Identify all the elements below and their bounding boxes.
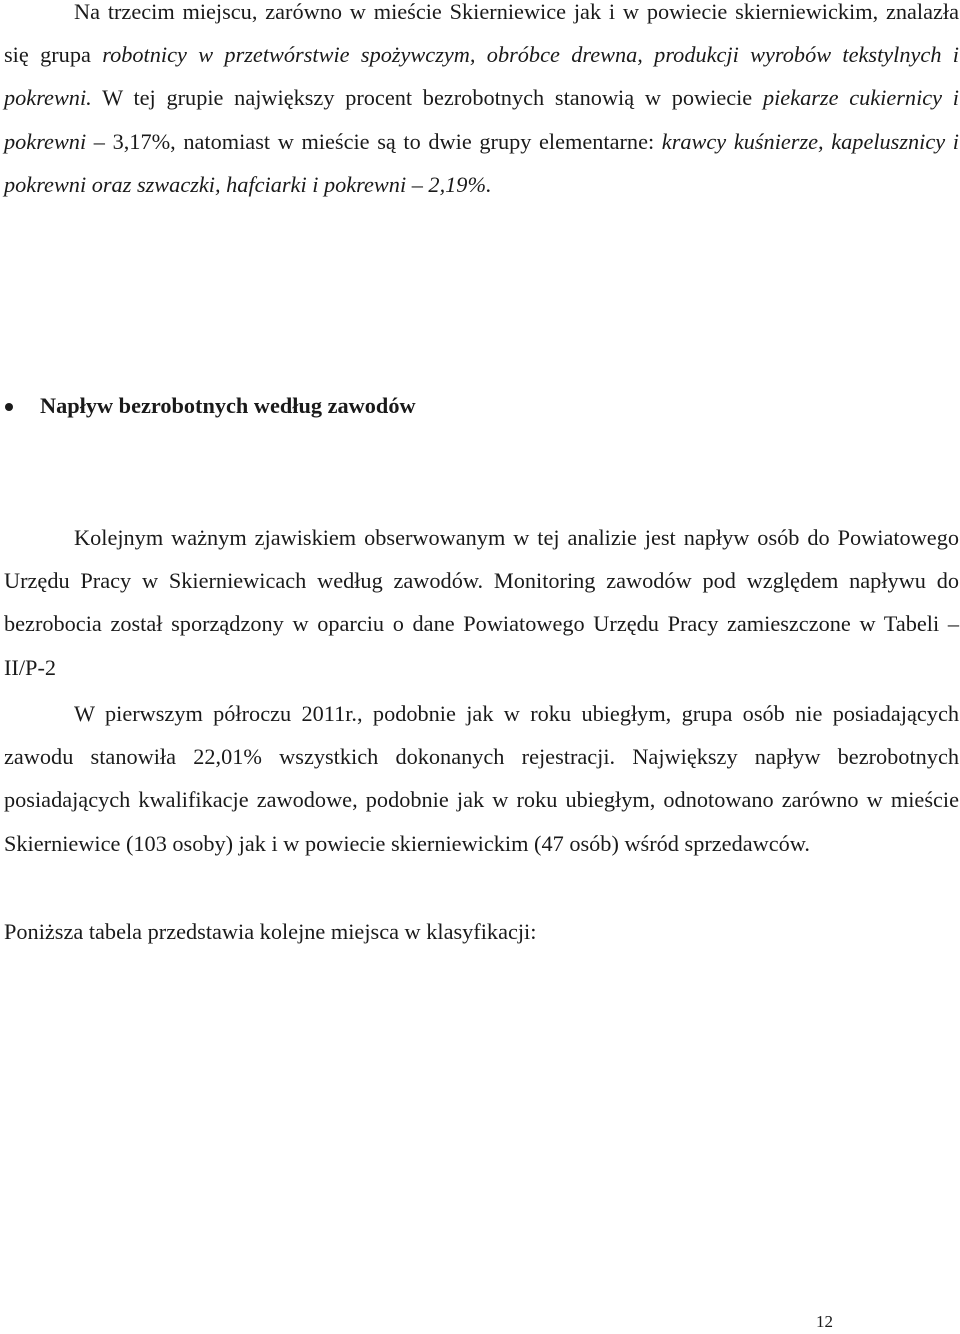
paragraph-inflow-intro: Kolejnym ważnym zjawiskiem obserwowanym w tej analizie jest napływ osób do Powiatowego Urzędu Pracy w Skierniewicach według zawodów. Monitoring zawodów pod względem napływu do bezrobocia został sporządzony w oparciu o dane Powiatowego Urzędu Pracy zamieszczone w Tabeli – II/P-2 bbox=[4, 525, 959, 680]
section-heading-text: Napływ bezrobotnych według zawodów bbox=[40, 393, 416, 418]
paragraph-third-place-italic-2: piekarze cukiernicy i pokrewni bbox=[4, 85, 960, 154]
paragraph-third-place-italic-3: krawcy kuśnierze, kapelusznicy i pokrewni oraz szwaczki, hafciarki i pokrewni – 2,19%. bbox=[4, 128, 960, 197]
page-number: 12 bbox=[816, 1312, 833, 1331]
section-heading bbox=[0, 384, 960, 428]
paragraph-third-place-italic-1: robotnicy w przetwórstwie spożywczym, obróbce drewna, produkcji wyrobów tekstylnych i pokrewni. bbox=[4, 42, 960, 111]
paragraph-third-place bbox=[4, 0, 959, 206]
bullet-icon bbox=[5, 403, 13, 411]
paragraph-third-place-text-3: – 3,17%, natomiast w mieście są to dwie grupy elementarne: bbox=[86, 128, 662, 154]
paragraph-third-place-text-2: W tej grupie największy procent bezrobotnych stanowią w powiecie bbox=[91, 85, 763, 111]
paragraph-table-intro: Poniższa tabela przedstawia kolejne miejsca w klasyfikacji: bbox=[4, 919, 537, 944]
paragraph-third-place-text-1: Na trzecim miejscu, zarówno w mieście Skierniewice jak i w powiecie skierniewickim, znalazła się grupa bbox=[4, 0, 959, 68]
paragraph-first-half-2011: W pierwszym półroczu 2011r., podobnie jak w roku ubiegłym, grupa osób nie posiadających zawodu stanowiła 22,01% wszystkich dokonanych rejestracji. Największy napływ bezrobotnych posiadających kwalifikacje zawodowe, podobnie jak w roku ubiegłym, odnotowano zarówno w mieście Skierniewice (103 osoby) jak i w powiecie skierniewickim (47 osób) wśród sprzedawców. bbox=[4, 701, 959, 856]
